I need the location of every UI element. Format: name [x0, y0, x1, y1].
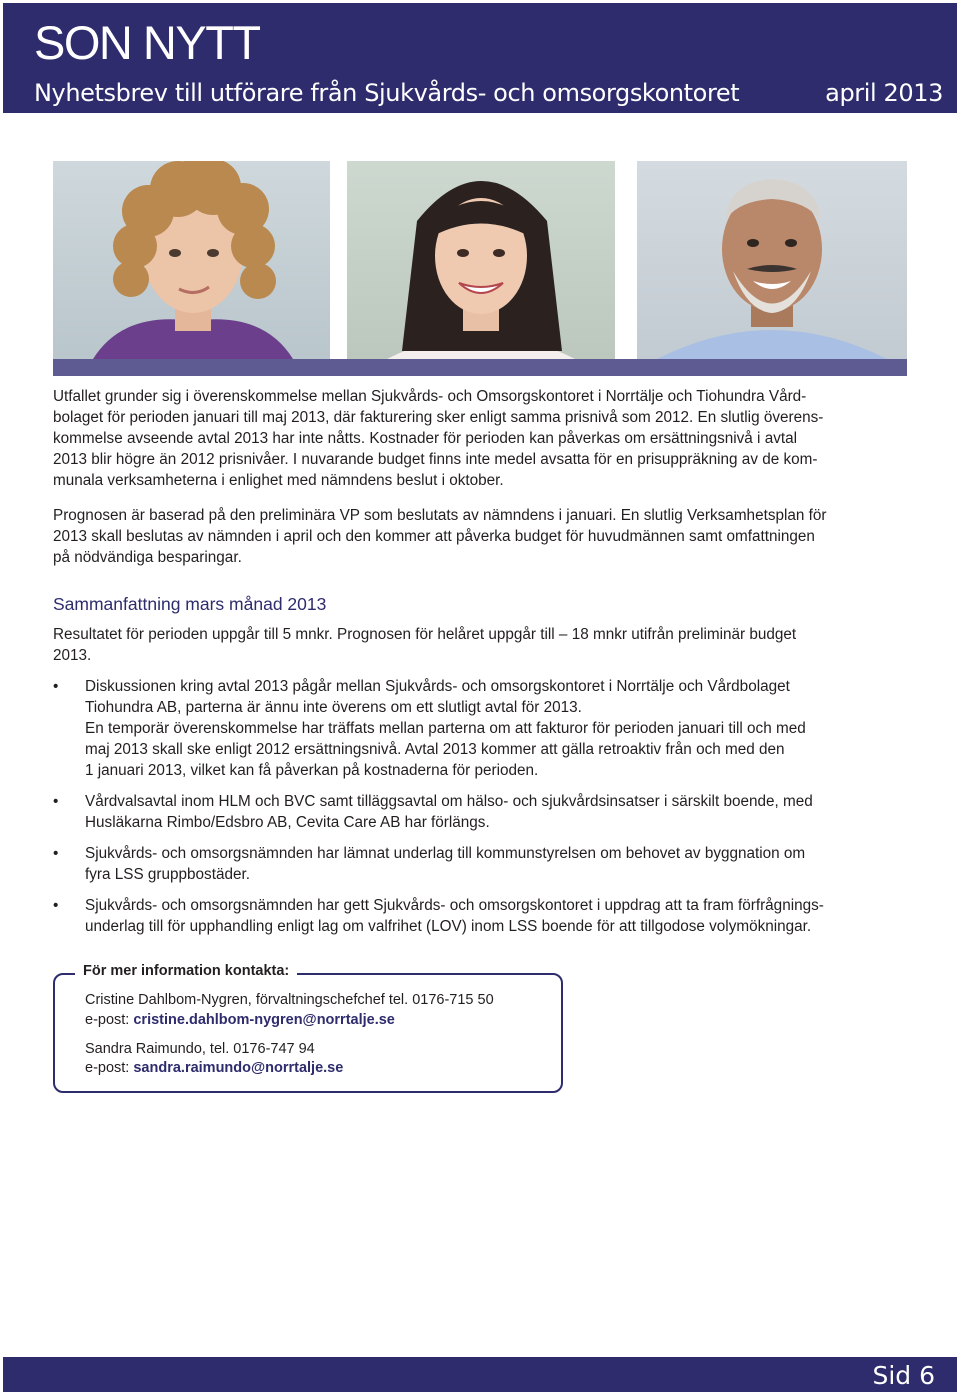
page-number: Sid 6: [872, 1361, 935, 1390]
bullet-marker: •: [53, 897, 59, 914]
prognosis-paragraph: [53, 505, 905, 568]
bullet-paragraph: Vårdvalsavtal inom HLM och BVC samt tilläggsavtal om hälso- och sjukvårdsinsatser i särskilt boende, med Husläkarna Rimbo/Edsbro AB, Cevita Care AB har förlängs.: [85, 793, 813, 831]
text-line: bolaget för perioden januari till maj 2013, där fakturering sker enligt samma prisnivå som 2012. En slutlig överens-: [53, 409, 824, 426]
text-line: på nödvändiga besparingar.: [53, 549, 242, 566]
summary-bullet-list: [53, 676, 905, 947]
text-line: kommelse avseende avtal 2013 har inte nåtts. Kostnader för perioden kan påverkas om ersättningsnivå i avtal: [53, 430, 798, 447]
photo-strip: [53, 161, 907, 376]
email-prefix: e-post:: [85, 1060, 134, 1076]
text-line: Utfallet grunder sig i överenskommelse mellan Sjukvårds- och Omsorgskontoret i Norrtälje och Tiohundra Vård-: [53, 388, 807, 405]
page-footer: [3, 1357, 957, 1392]
bullet-marker: •: [53, 678, 59, 695]
bullet-marker: •: [53, 845, 59, 862]
bullet-item: [53, 895, 905, 937]
photo-woman: [347, 161, 615, 359]
newsletter-subtitle: Nyhetsbrev till utförare från Sjukvårds- och omsorgskontoret: [34, 79, 740, 107]
contact-person-2: Sandra Raimundo, tel. 0176-747 94: [85, 1041, 315, 1057]
text-line: Resultatet för perioden uppgår till 5 mnkr. Prognosen för helåret uppgår till – 18 mnkr utifrån preliminär budget: [53, 626, 797, 643]
text-line: 2013.: [53, 647, 92, 664]
bullet-paragraph: Sjukvårds- och omsorgsnämnden har gett Sjukvårds- och omsorgskontoret i uppdrag att ta fram förfrågnings- underlag till för upphandling enligt lag om valfrihet (LOV) inom LSS boende för att tillgodose volymökningar.: [85, 897, 824, 935]
text-line: munala verksamheterna i enlighet med nämndens beslut i oktober.: [53, 472, 504, 489]
contact-email-2-link[interactable]: sandra.raimundo@norrtalje.se: [133, 1060, 344, 1076]
newsletter-header: [3, 3, 957, 113]
bullet-paragraph: Sjukvårds- och omsorgsnämnden har lämnat underlag till kommunstyrelsen om behovet av byggnation om fyra LSS gruppbostäder.: [85, 845, 806, 883]
contact-box: [53, 963, 563, 1093]
contact-email-1-link[interactable]: cristine.dahlbom-nygren@norrtalje.se: [133, 1012, 395, 1028]
bullet-item: [53, 843, 905, 885]
contact-email-2-row: [85, 1060, 343, 1076]
masthead-title: SON NYTT: [34, 16, 260, 69]
intro-paragraph: [53, 386, 905, 491]
photo-young-man: [53, 161, 330, 359]
bullet-paragraph: Diskussionen kring avtal 2013 pågår mellan Sjukvårds- och omsorgskontoret i Norrtälje och Vårdbolaget Tiohundra AB, parterna är ännu inte överens om ett slutligt avtal för 2013.: [85, 678, 790, 716]
contact-title: För mer information kontakta:: [75, 963, 297, 979]
bullet-marker: •: [53, 793, 59, 810]
contact-person-1: Cristine Dahlbom-Nygren, förvaltningschefchef tel. 0176-715 50: [85, 992, 494, 1008]
bullet-paragraph: En temporär överenskommelse har träffats mellan parterna om att fakturor för perioden januari till och med maj 2013 skall ske enligt 2012 ersättningsnivå. Avtal 2013 kommer att gälla retroaktiv från och med den 1 januari 2013, vilket kan få påverkan på kostnaderna för perioden.: [85, 720, 806, 779]
photo-strip-band: [53, 359, 907, 376]
contact-email-1-row: [85, 1012, 395, 1028]
result-paragraph: [53, 624, 905, 666]
bullet-item: [53, 676, 905, 781]
bullet-item: [53, 791, 905, 833]
summary-heading: Sammanfattning mars månad 2013: [53, 594, 327, 614]
text-line: 2013 blir högre än 2012 prisnivåer. I nuvarande budget finns inte medel avsatta för en prisuppräkning av de kom-: [53, 451, 818, 468]
photo-older-man: [637, 161, 907, 359]
text-line: Prognosen är baserad på den preliminära VP som beslutats av nämndens i januari. En slutlig Verksamhetsplan för: [53, 507, 827, 524]
text-line: 2013 skall beslutas av nämnden i april och den kommer att påverka budget för huvudmännen samt omfattningen: [53, 528, 815, 545]
email-prefix: e-post:: [85, 1012, 134, 1028]
issue-date: april 2013: [825, 79, 943, 107]
